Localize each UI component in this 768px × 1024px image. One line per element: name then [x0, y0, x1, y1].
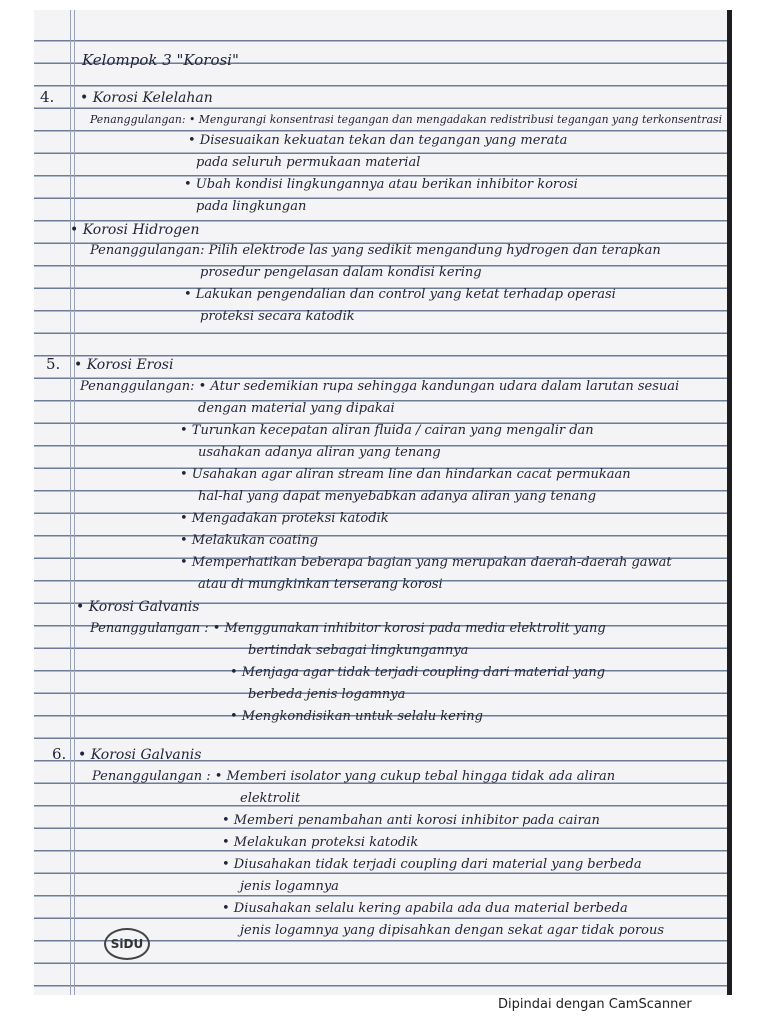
- notebook-page: [34, 10, 732, 995]
- margin-line: [74, 10, 75, 995]
- text-line: • Memperhatikan beberapa bagian yang merupakan daerah-daerah gawat: [180, 555, 672, 570]
- text-line: pada seluruh permukaan material: [196, 155, 421, 170]
- text-line: berbeda jenis logamnya: [248, 687, 406, 702]
- section-heading: • Korosi Galvanis: [76, 599, 200, 615]
- text-line: jenis logamnya: [240, 879, 339, 894]
- text-line: • Usahakan agar aliran stream line dan hindarkan cacat permukaan: [180, 467, 631, 482]
- text-line: jenis logamnya yang dipisahkan dengan sekat agar tidak porous: [240, 923, 665, 938]
- text-line: Penanggulangan: Pilih elektrode las yang sedikit mengandung hydrogen dan terapkan: [90, 243, 661, 258]
- text-line: proteksi secara katodik: [200, 309, 355, 324]
- text-line: • Menjaga agar tidak terjadi coupling dari material yang: [230, 665, 606, 680]
- text-line: elektrolit: [240, 791, 301, 806]
- text-line: • Memberi penambahan anti korosi inhibitor pada cairan: [222, 813, 600, 828]
- logo-text: SiDU: [110, 937, 144, 951]
- section-number: 5.: [46, 355, 61, 373]
- section-heading: • Korosi Galvanis: [78, 747, 202, 763]
- text-line: • Mengkondisikan untuk selalu kering: [230, 709, 483, 724]
- text-line: hal-hal yang dapat menyebabkan adanya aliran yang tenang: [198, 489, 597, 504]
- text-line: • Ubah kondisi lingkungannya atau berikan inhibitor korosi: [184, 177, 578, 192]
- section-number: 4.: [40, 88, 55, 106]
- text-line: dengan material yang dipakai: [198, 401, 395, 416]
- text-line: • Turunkan kecepatan aliran fluida / cairan yang mengalir dan: [180, 423, 594, 438]
- text-line: atau di mungkinkan terserang korosi: [198, 577, 443, 592]
- text-line: Penanggulangan : • Menggunakan inhibitor korosi pada media elektrolit yang: [90, 621, 606, 636]
- text-line: • Diusahakan selalu kering apabila ada dua material berbeda: [222, 901, 628, 916]
- text-line: bertindak sebagai lingkungannya: [248, 643, 469, 658]
- text-line: Penanggulangan: • Atur sedemikian rupa sehingga kandungan udara dalam larutan sesuai: [80, 379, 680, 394]
- text-line: • Disesuaikan kekuatan tekan dan tegangan yang merata: [188, 133, 568, 148]
- text-line: • Diusahakan tidak terjadi coupling dari material yang berbeda: [222, 857, 642, 872]
- page-edge-shadow: [727, 10, 732, 995]
- text-line: • Mengadakan proteksi katodik: [180, 511, 389, 526]
- text-line: usahakan adanya aliran yang tenang: [198, 445, 441, 460]
- notebook-brand-logo: [104, 928, 150, 960]
- section-heading: • Korosi Hidrogen: [70, 222, 200, 238]
- text-line: • Lakukan pengendalian dan control yang ketat terhadap operasi: [184, 287, 616, 302]
- section-heading: • Korosi Kelelahan: [80, 90, 213, 106]
- text-line: • Melakukan proteksi katodik: [222, 835, 419, 850]
- margin-line: [70, 10, 71, 995]
- section-heading: • Korosi Erosi: [74, 357, 174, 373]
- page-title: Kelompok 3 "Korosi": [82, 51, 239, 69]
- text-line: Penanggulangan : • Memberi isolator yang cukup tebal hingga tidak ada aliran: [92, 769, 616, 784]
- text-line: • Melakukan coating: [180, 533, 319, 548]
- scanner-watermark: Dipindai dengan CamScanner: [498, 997, 692, 1012]
- text-line: Penanggulangan: • Mengurangi konsentrasi tegangan dan mengadakan redistribusi tegangan yang terkonsentrasi: [90, 112, 723, 126]
- text-line: pada lingkungan: [196, 199, 307, 214]
- section-number: 6.: [52, 745, 67, 763]
- text-line: prosedur pengelasan dalam kondisi kering: [200, 265, 482, 280]
